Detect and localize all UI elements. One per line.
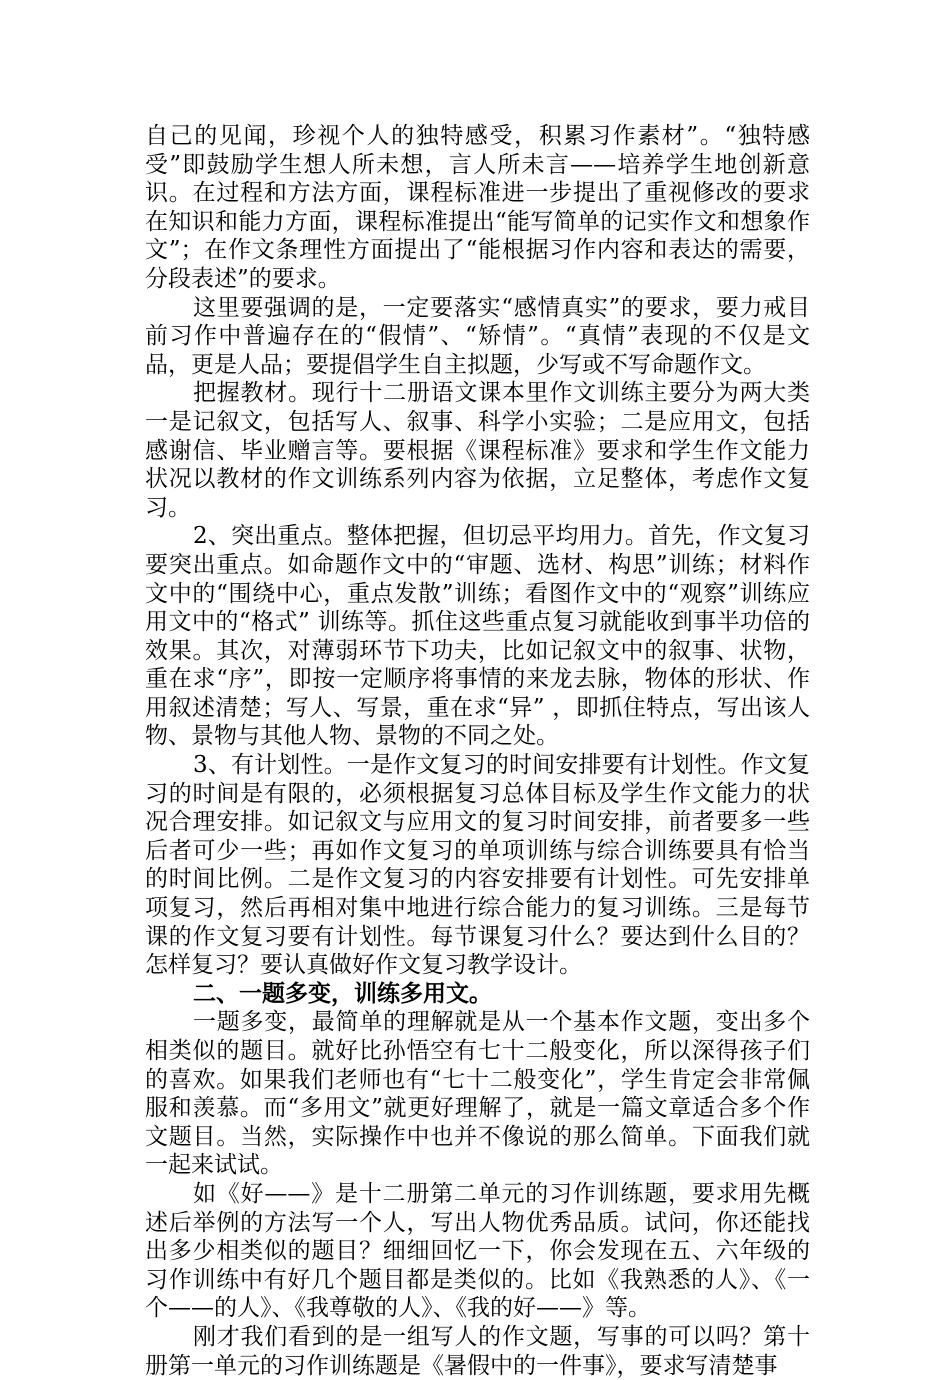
section-heading: 二、一题多变，训练多用文。 <box>193 980 492 1007</box>
paragraph-one-topic-many-variations: 一题多变，最简单的理解就是从一个基本作文题，变出多个相类似的题目。就好比孙悟空有七十二般变化，所以深得孩子们的喜欢。如果我们老师也有“七十二般变化”，学生肯定会非常佩服和羡慕。而“多用文”就更好理解了，就是一篇文章适合多个作文题目。当然，实际操作中也并不像说的那么简单。下面我们就一起来试试。 <box>145 1009 810 1179</box>
paragraph-continuation: 自己的见闻，珍视个人的独特感受，积累习作素材”。“独特感受”即鼓励学生想人所未想，言人所未言——培养学生地创新意识。在过程和方法方面，课程标准进一步提出了重视修改的要求在知识和能力方面，课程标准提出“能写简单的记实作文和想象作文”；在作文条理性方面提出了“能根据习作内容和表达的需要，分段表述”的要求。 <box>145 123 810 292</box>
paragraph-grasp-textbook: 把握教材。现行十二册语文课本里作文训练主要分为两大类一是记叙文，包括写人、叙事、科学小实验；二是应用文，包括感谢信、毕业赠言等。要根据《课程标准》要求和学生作文能力状况以教材的作文训练系列内容为依据，立足整体，考虑作文复习。 <box>145 380 810 521</box>
paragraph-emotional-truth: 这里要强调的是，一定要落实“感情真实”的要求，要力戒目前习作中普遍存在的“假情”、“矫情”。“真情”表现的不仅是文品，更是人品；要提倡学生自主拟题，少写或不写命题作文。 <box>145 294 810 378</box>
paragraph-example-person: 如《好——》是十二册第二单元的习作训练题，要求用先概述后举例的方法写一个人，写出人物优秀品质。试问，你还能找出多少相类似的题目？细细回忆一下，你会发现在五、六年级的习作训练中有好几个题目都是类似的。比如《我熟悉的人》、《一个——的人》、《我尊敬的人》、《我的好——》等。 <box>145 1180 810 1322</box>
document-page <box>145 122 810 1380</box>
paragraph-highlight-key-points: 2、突出重点。整体把握，但切忌平均用力。首先，作文复习要突出重点。如命题作文中的“审题、选材、构思”训练；材料作文中的“围绕中心，重点发散”训练；看图作文中的“观察”训练应用文中的“格式” 训练等。抓住这些重点复习就能收到事半功倍的效果。其次，对薄弱环节下功夫，比如记叙文中的叙事、状物，重在求“序”，即按一定顺序将事情的来龙去脉，物体的形状、作用叙述清楚；写人、写景，重在求“异” ，即抓住特点，写出该人物、景物与其他人物、景物的不同之处。 <box>145 523 810 750</box>
paragraph-planning: 3、有计划性。一是作文复习的时间安排要有计划性。作文复习的时间是有限的，必须根据复习总体目标及学生作文能力的状况合理安排。如记叙文与应用文的复习时间安排，前者要多一些后者可少一些；再如作文复习的单项训练与综合训练要具有恰当的时间比例。二是作文复习的内容安排要有计划性。可先安排单项复习，然后再相对集中地进行综合能力的复习训练。三是每节课的作文复习要有计划性。每节课复习什么？要达到什么目的？怎样复习？要认真做好作文复习教学设计。 <box>145 752 810 979</box>
paragraph-example-event: 刚才我们看到的是一组写人的作文题，写事的可以吗？第十册第一单元的习作训练题是《暑假中的一件事》，要求写清楚事 <box>145 1323 810 1379</box>
